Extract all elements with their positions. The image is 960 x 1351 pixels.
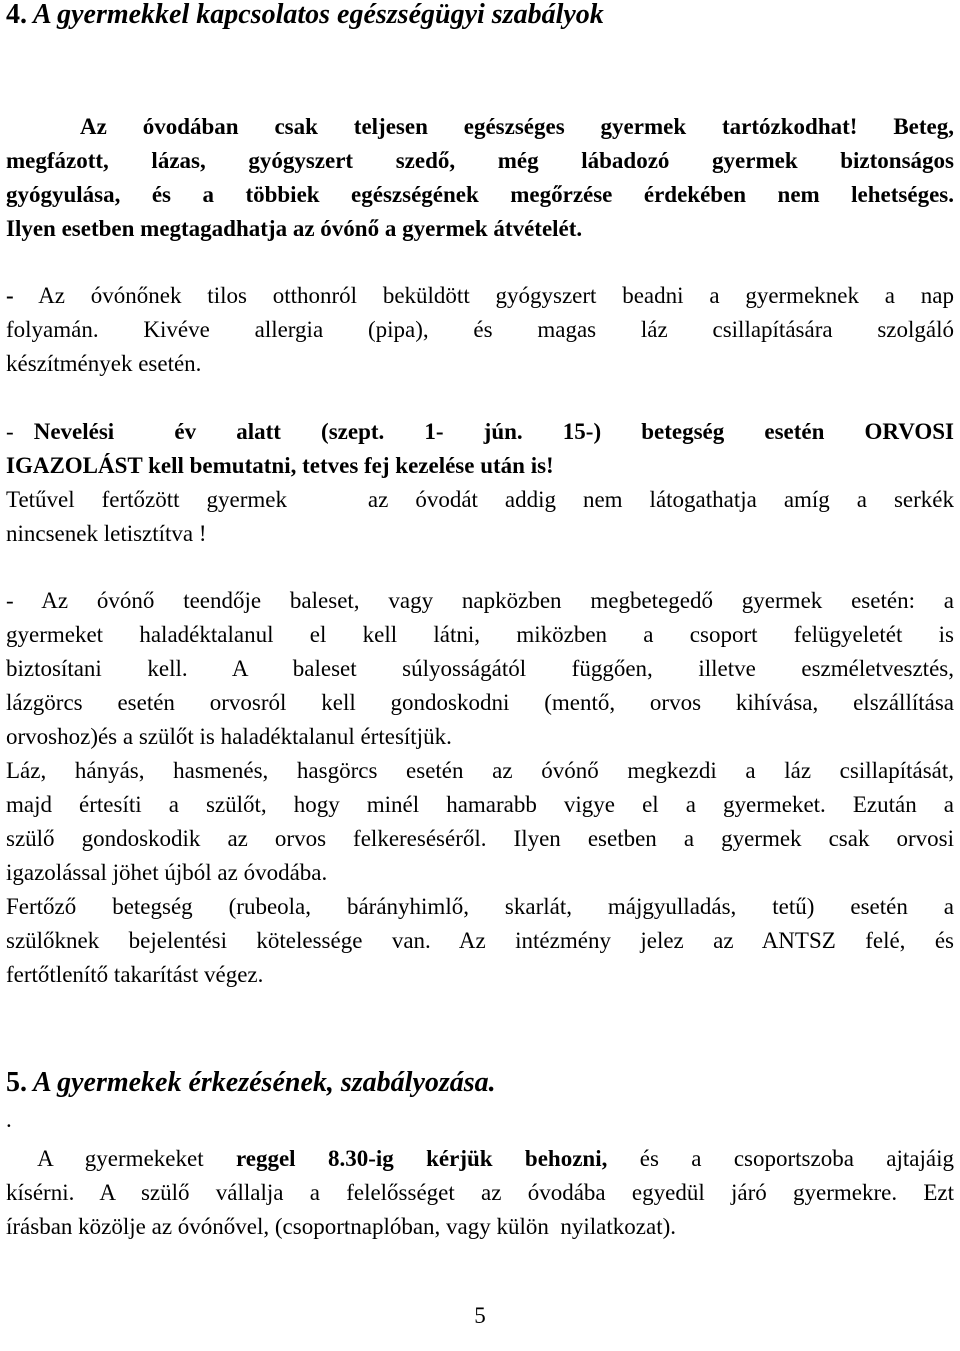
- paragraph-line: .: [6, 1107, 12, 1132]
- paragraph-line-text: Az óvónőnek tilos otthonról beküldött gyógyszert beadni a gyermeknek a nap: [13, 283, 954, 308]
- paragraph-line: biztosítani kell. A baleset súlyosságától függően, illetve eszméletvesztés,: [6, 656, 954, 681]
- paragraph-line-text: és a csoportszoba ajtajáig: [607, 1146, 954, 1171]
- paragraph-line: [6, 1142, 954, 1176]
- paragraph-arrival: [6, 1142, 954, 1244]
- paragraph-health-rule: [6, 110, 954, 246]
- dash-marker: -: [6, 283, 14, 308]
- section-4-heading-number: 4.: [6, 0, 27, 30]
- paragraph-line: kísérni. A szülő vállalja a felelősséget az óvodába egyedül járó gyermekre. Ezt: [6, 1180, 954, 1205]
- paragraph-line: lázgörcs esetén orvosról kell gondoskodni (mentő, orvos kihívása, elszállítása: [6, 690, 954, 715]
- bold-text: Nevelési év alatt (szept. 1- jún. 15-) betegség esetén ORVOSI: [33, 419, 954, 444]
- paragraph-medical-certificate: [6, 415, 954, 551]
- paragraph-line: [6, 279, 954, 313]
- paragraph-line: készítmények esetén.: [6, 351, 202, 376]
- section-5-heading-number: 5.: [6, 1067, 27, 1098]
- page-number: 5: [474, 1303, 486, 1328]
- bold-text: reggel 8.30-ig kérjük behozni,: [235, 1146, 608, 1171]
- paragraph-line: - Az óvónő teendője baleset, vagy napközben megbetegedő gyermek esetén: a: [6, 588, 954, 613]
- paragraph-line: [6, 415, 954, 449]
- paragraph-line: Láz, hányás, hasmenés, hasgörcs esetén az óvónő megkezdi a láz csillapítását,: [6, 758, 954, 783]
- paragraph-line: szülő gondoskodik az orvos felkereséséről. Ilyen esetben a gyermek csak orvosi: [6, 826, 954, 851]
- paragraph-line: Tetűvel fertőzött gyermek az óvodát addig nem látogathatja amíg a serkék: [6, 487, 954, 512]
- paragraph-accident-procedure: [6, 584, 954, 992]
- paragraph-line: Az óvodában csak teljesen egészséges gyermek tartózkodhat! Beteg,: [80, 114, 954, 139]
- dash-marker: -: [6, 419, 34, 444]
- section-4-heading-text: A gyermekkel kapcsolatos egészségügyi szabályok: [27, 0, 604, 30]
- paragraph-line: IGAZOLÁST kell bemutatni, tetves fej kezelése után is!: [6, 453, 554, 478]
- paragraph-line: írásban közölje az óvónővel, (csoportnaplóban, vagy külön nyilatkozat).: [6, 1214, 676, 1239]
- dot-line: [6, 1103, 954, 1137]
- paragraph-medication: [6, 279, 954, 381]
- paragraph-line: gyógyulása, és a többiek egészségének megőrzése érdekében nem lehetséges.: [6, 182, 954, 207]
- section-4-heading: [6, 0, 604, 32]
- paragraph-line: megfázott, lázas, gyógyszert szedő, még lábadozó gyermek biztonságos: [6, 148, 954, 173]
- paragraph-line: szülőknek bejelentési kötelessége van. Az intézmény jelez az ANTSZ felé, és: [6, 928, 954, 953]
- paragraph-line: fertőtlenítő takarítást végez.: [6, 962, 264, 987]
- paragraph-line: Ilyen esetben megtagadhatja az óvónő a gyermek átvételét.: [6, 216, 583, 241]
- paragraph-line: majd értesíti a szülőt, hogy minél hamarabb vigye el a gyermeket. Ezután a: [6, 792, 954, 817]
- paragraph-line: gyermeket haladéktalanul el kell látni, miközben a csoport felügyeletét is: [6, 622, 954, 647]
- paragraph-line-text: A gyermekeket: [6, 1146, 236, 1171]
- paragraph-line: nincsenek letisztítva !: [6, 521, 207, 546]
- paragraph-line: Fertőző betegség (rubeola, bárányhimlő, skarlát, májgyulladás, tetű) esetén a: [6, 894, 954, 919]
- section-5-heading: [6, 1066, 496, 1100]
- paragraph-line: folyamán. Kivéve allergia (pipa), és magas láz csillapítására szolgáló: [6, 317, 954, 342]
- paragraph-line: orvoshoz)és a szülőt is haladéktalanul értesítjük.: [6, 724, 452, 749]
- paragraph-line: igazolással jöhet újból az óvodába.: [6, 860, 328, 885]
- section-5-heading-text: A gyermekek érkezésének, szabályozása.: [27, 1067, 496, 1098]
